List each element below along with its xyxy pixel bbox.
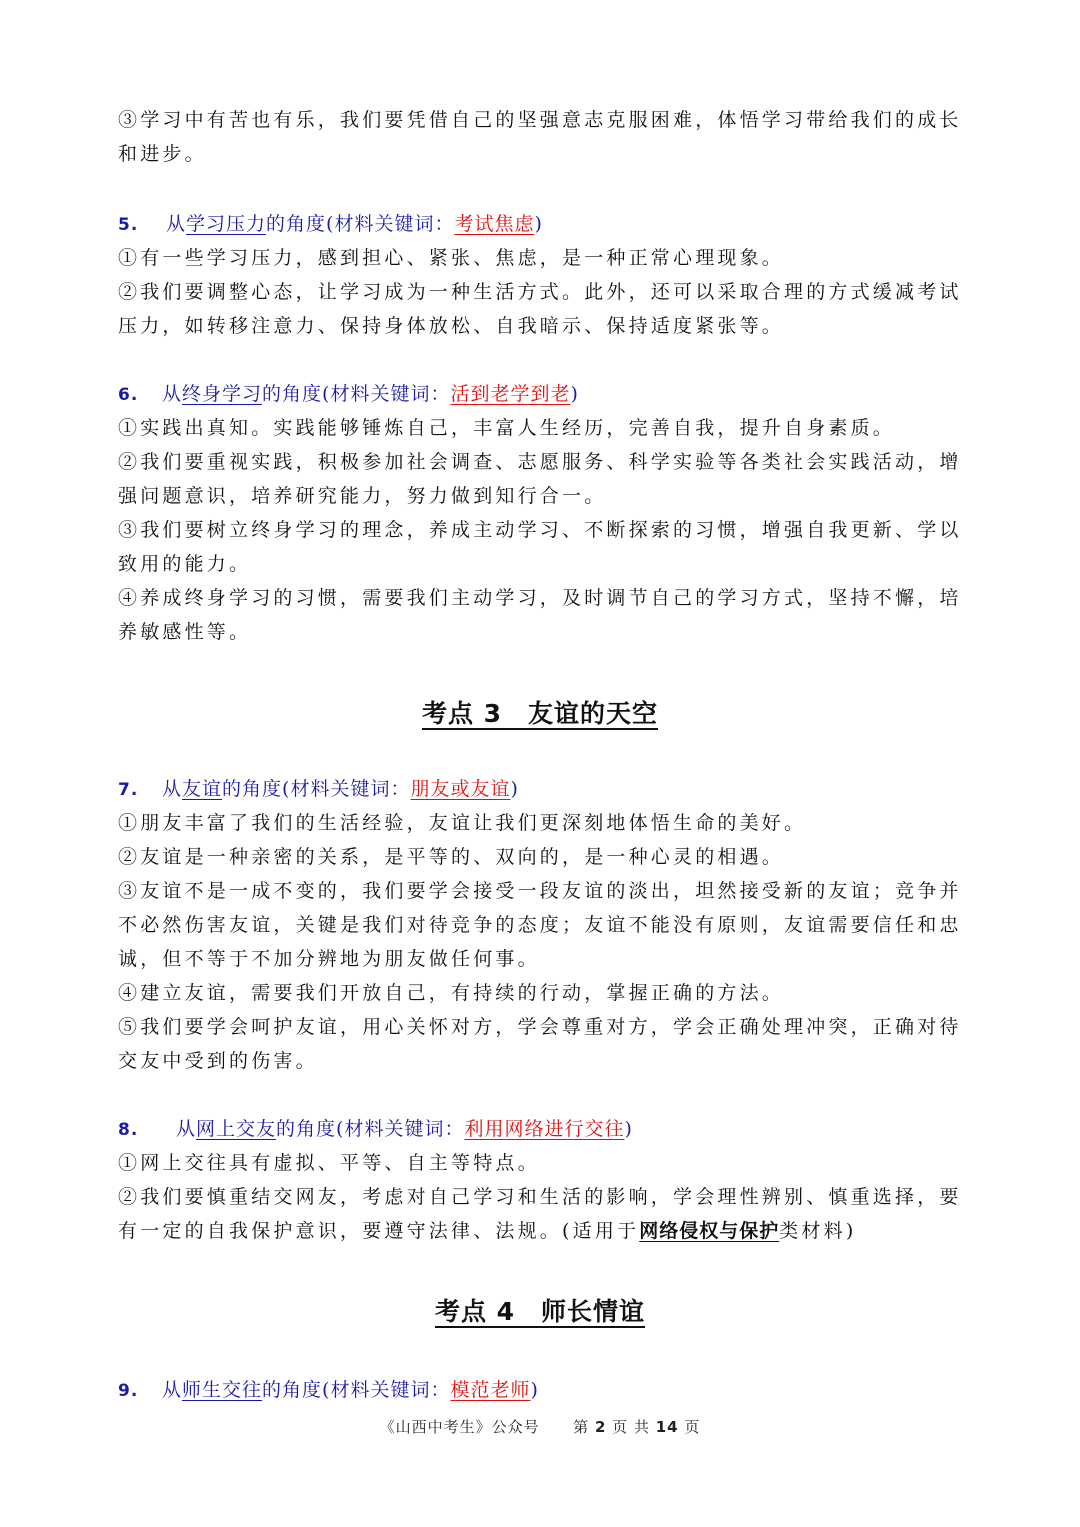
section-5-heading	[118, 208, 978, 241]
heading-topic: 学习压力	[186, 213, 267, 235]
section-8-body	[118, 1146, 968, 1248]
paragraph: ③友谊不是一成不变的，我们要学会接受一段友谊的淡出，坦然接受新的友谊；竞争并不必然伤害友谊，关键是我们对待竞争的态度；友谊不能没有原则，友谊需要信任和忠诚，但不等于不加分辨地为朋友做任何事。	[118, 880, 962, 970]
paragraph: ④建立友谊，需要我们开放自己，有持续的行动，掌握正确的方法。	[118, 982, 785, 1004]
section-number: 9.	[118, 1381, 139, 1401]
heading-prefix: 从	[162, 778, 183, 800]
paragraph-block	[118, 103, 968, 171]
heading-prefix: 从	[162, 383, 183, 405]
heading-mid: 的角度(材料关键词：	[276, 1118, 465, 1140]
footer-page-label-a: 第	[573, 1418, 590, 1436]
heading-topic: 师生交往	[182, 1379, 263, 1401]
paragraph: ③我们要树立终身学习的理念，养成主动学习、不断探索的习惯，增强自我更新、学以致用的能力。	[118, 519, 962, 575]
section-title-kaodian-4	[0, 1292, 1080, 1328]
section-number: 8.	[118, 1120, 139, 1140]
emphasis-text: 网络侵权与保护	[639, 1220, 780, 1242]
section-9-heading	[118, 1374, 978, 1407]
heading-prefix: 从	[166, 213, 187, 235]
paragraph: ③学习中有苦也有乐，我们要凭借自己的坚强意志克服困难，体悟学习带给我们的成长和进步。	[118, 109, 962, 165]
heading-mid: 的角度(材料关键词：	[266, 213, 455, 235]
footer-page-label-c: 页	[684, 1418, 701, 1436]
paragraph-text-tail: 类材料)	[779, 1220, 857, 1242]
heading-topic: 网上交友	[196, 1118, 277, 1140]
heading-keyword: 考试焦虑	[454, 213, 535, 235]
heading-mid: 的角度(材料关键词：	[262, 1379, 451, 1401]
heading-topic: 友谊	[182, 778, 223, 800]
section-title-text: 考点 4 师长情谊	[434, 1297, 646, 1326]
paragraph: ②友谊是一种亲密的关系，是平等的、双向的，是一种心灵的相遇。	[118, 846, 785, 868]
section-5-body	[118, 241, 968, 343]
footer-page-current: 2	[594, 1418, 607, 1436]
section-title-kaodian-3	[0, 694, 1080, 730]
heading-keyword: 模范老师	[450, 1379, 531, 1401]
paragraph: ④养成终身学习的习惯，需要我们主动学习，及时调节自己的学习方式，坚持不懈，培养敏感性等。	[118, 587, 962, 643]
heading-keyword: 利用网络进行交往	[464, 1118, 625, 1140]
heading-mid: 的角度(材料关键词：	[262, 383, 451, 405]
paragraph: ②我们要调整心态，让学习成为一种生活方式。此外，还可以采取合理的方式缓减考试压力，如转移注意力、保持身体放松、自我暗示、保持适度紧张等。	[118, 281, 962, 337]
heading-suffix: )	[530, 1379, 539, 1401]
footer-page-label-b: 页 共	[612, 1418, 650, 1436]
heading-prefix: 从	[176, 1118, 197, 1140]
paragraph: ②我们要重视实践，积极参加社会调查、志愿服务、科学实验等各类社会实践活动，增强问题意识，培养研究能力，努力做到知行合一。	[118, 451, 962, 507]
paragraph	[118, 1180, 968, 1248]
heading-mid: 的角度(材料关键词：	[222, 778, 411, 800]
heading-suffix: )	[624, 1118, 633, 1140]
section-6-heading	[118, 378, 978, 411]
section-8-heading	[118, 1113, 978, 1146]
heading-keyword: 活到老学到老	[450, 383, 571, 405]
heading-keyword: 朋友或友谊	[410, 778, 511, 800]
section-7-heading	[118, 773, 978, 806]
footer-page-total: 14	[655, 1418, 679, 1436]
paragraph: ①网上交往具有虚拟、平等、自主等特点。	[118, 1152, 540, 1174]
paragraph: ①有一些学习压力，感到担心、紧张、焦虑，是一种正常心理现象。	[118, 247, 785, 269]
footer-source: 《山西中考生》公众号	[379, 1418, 540, 1436]
heading-suffix: )	[510, 778, 519, 800]
section-title-text: 考点 3 友谊的天空	[421, 699, 659, 728]
heading-suffix: )	[570, 383, 579, 405]
heading-topic: 终身学习	[182, 383, 263, 405]
paragraph: ①朋友丰富了我们的生活经验，友谊让我们更深刻地体悟生命的美好。	[118, 812, 807, 834]
paragraph: ⑤我们要学会呵护友谊，用心关怀对方，学会尊重对方，学会正确处理冲突，正确对待交友中受到的伤害。	[118, 1016, 962, 1072]
paragraph: ①实践出真知。实践能够锤炼自己，丰富人生经历，完善自我，提升自身素质。	[118, 417, 896, 439]
paragraph-text: ②我们要慎重结交网友，考虑对自己学习和生活的影响，学会理性辨别、慎重选择，要有一定的自我保护意识，要遵守法律、法规。(适用于	[118, 1186, 962, 1242]
page-footer	[0, 1416, 1080, 1437]
section-number: 5.	[118, 215, 139, 235]
section-7-body	[118, 806, 968, 1078]
heading-suffix: )	[534, 213, 543, 235]
section-6-body	[118, 411, 968, 649]
heading-prefix: 从	[162, 1379, 183, 1401]
section-number: 7.	[118, 780, 139, 800]
section-number: 6.	[118, 385, 139, 405]
